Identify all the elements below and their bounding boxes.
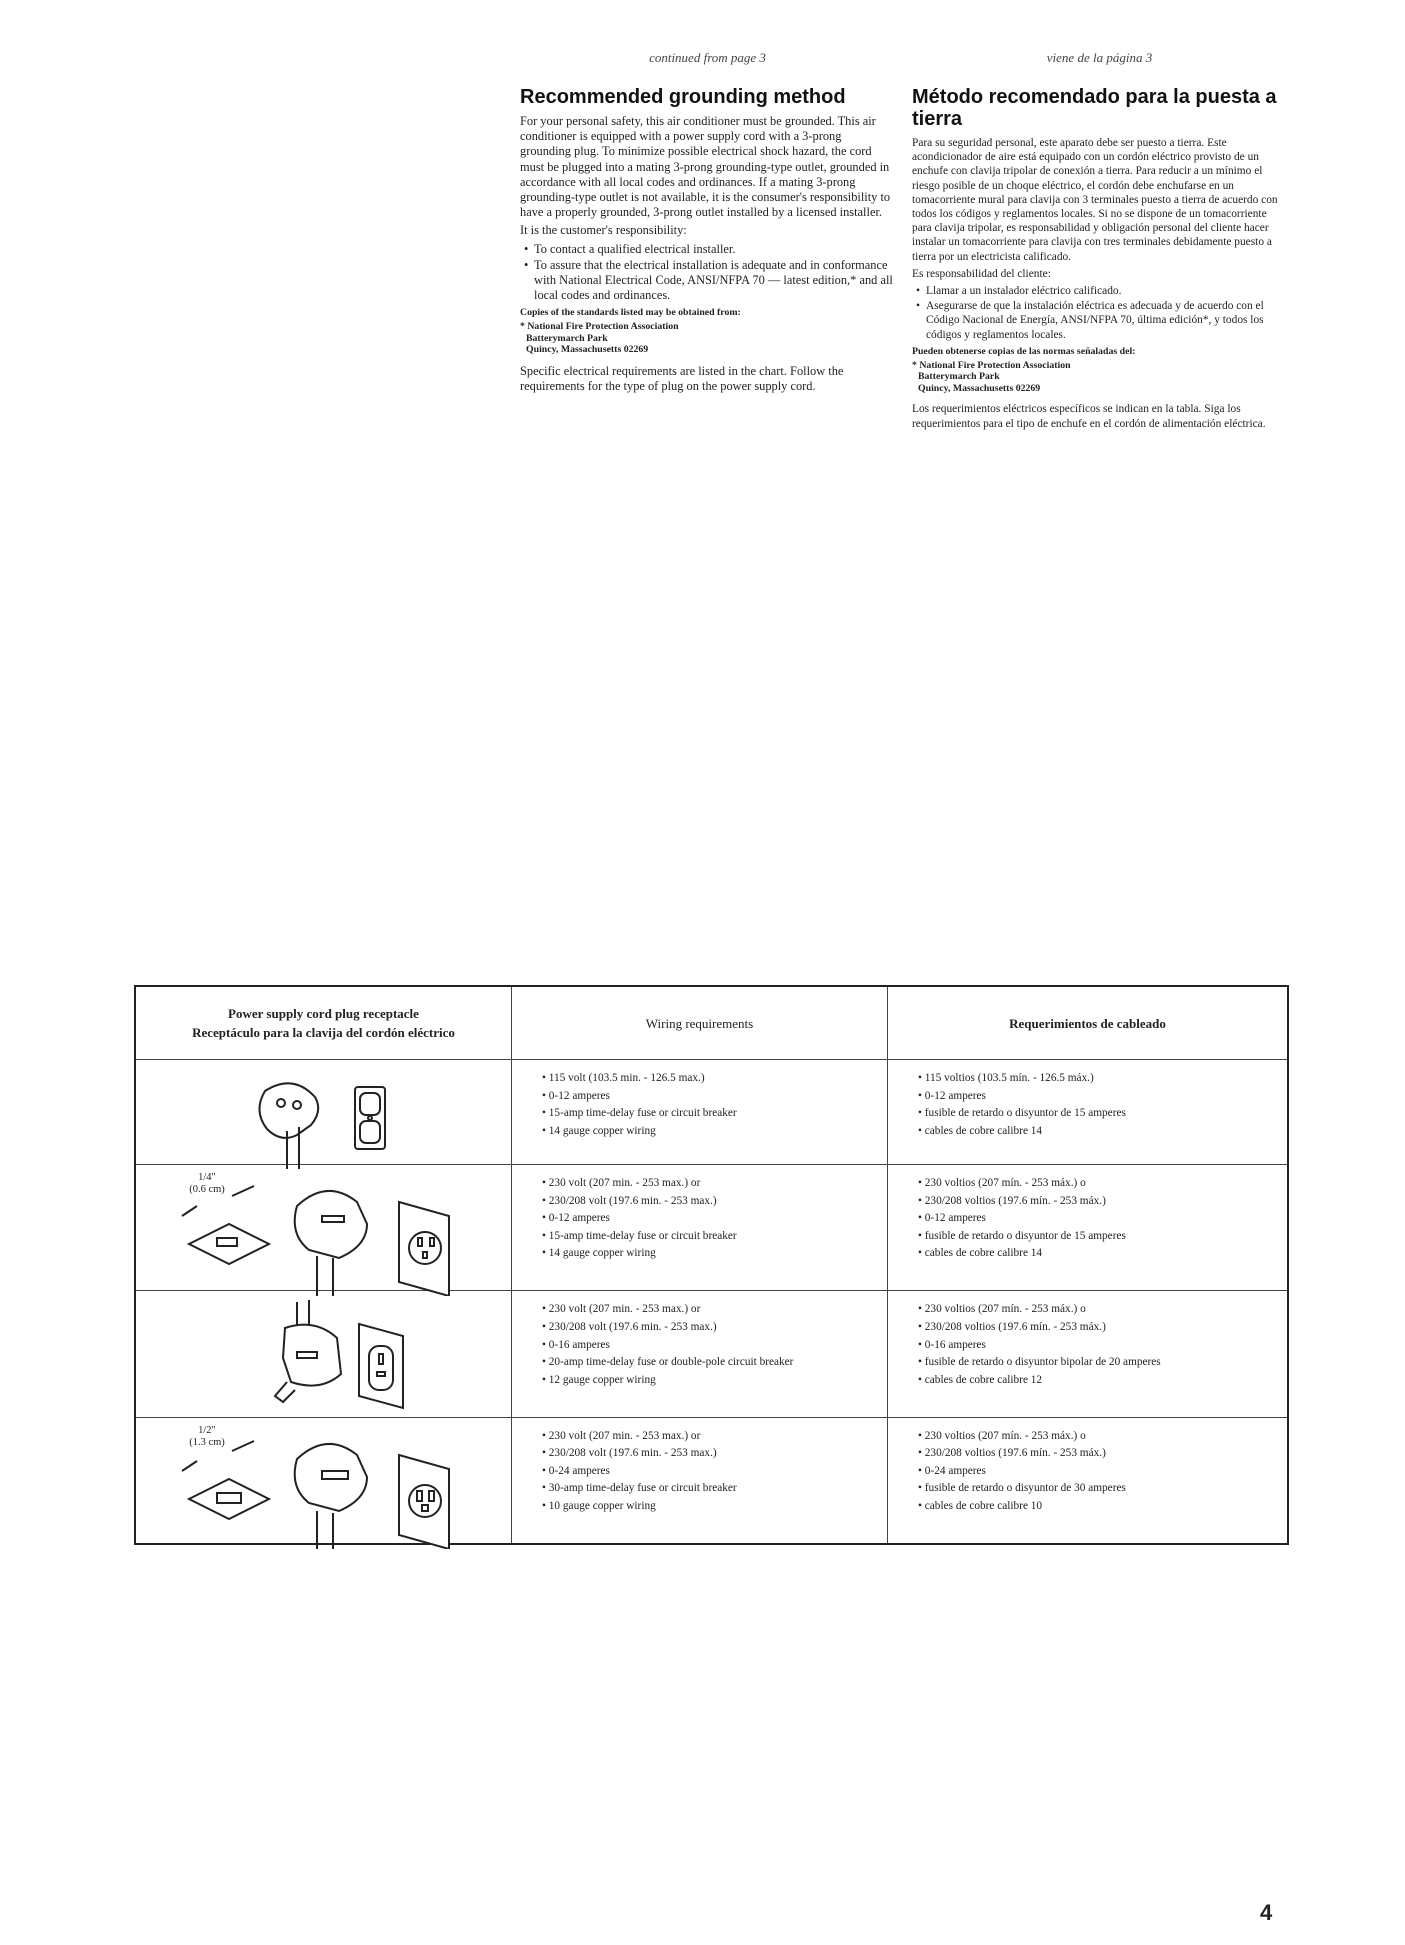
- continued-note: viene de la página 3: [1046, 50, 1153, 65]
- list-item: • Asegurarse de que la instalación eléctrica es adecuada y de acuerdo con el Código Nacional de Energía, ANSI/NFPA 70, última edición*, y todos los códigos y reglamentos locales.: [912, 299, 1287, 342]
- plug-230v-15a-icon: [137, 1166, 512, 1296]
- receptacle-figure-cell: [135, 1165, 512, 1291]
- table-row: [135, 1291, 1288, 1417]
- spanish-column: [912, 50, 1287, 434]
- table-row: [135, 1417, 1288, 1544]
- wiring-cell-en: [512, 1060, 888, 1165]
- address-block: [520, 321, 895, 356]
- dimension-label: 1/4" (0.6 cm): [189, 1172, 225, 1196]
- wiring-cell-es: [888, 1060, 1289, 1165]
- requirement-item: • 15-amp time-delay fuse or circuit breaker: [542, 1228, 887, 1246]
- address-line: * National Fire Protection Association: [520, 321, 679, 333]
- requirement-item: • 0-12 amperes: [918, 1088, 1287, 1106]
- header-receptacle-en: Power supply cord plug receptacle: [228, 1006, 419, 1021]
- requirement-item: • fusible de retardo o disyuntor bipolar de 20 amperes: [918, 1354, 1287, 1372]
- page-number: 4: [1260, 1900, 1273, 1925]
- requirement-item: • cables de cobre calibre 12: [918, 1372, 1287, 1390]
- wiring-cell-es: [888, 1291, 1289, 1417]
- receptacle-figure: [137, 1166, 510, 1289]
- wiring-requirements-table: [134, 985, 1289, 1545]
- address-line: * National Fire Protection Association: [912, 359, 1071, 371]
- requirement-item: • 0-16 amperes: [918, 1337, 1287, 1355]
- list-item: • To contact a qualified electrical installer.: [520, 242, 895, 257]
- requirement-item: • 12 gauge copper wiring: [542, 1372, 887, 1390]
- list-item: • Llamar a un instalador eléctrico calificado.: [912, 284, 1287, 298]
- requirement-item: • 10 gauge copper wiring: [542, 1498, 887, 1516]
- requirement-item: • fusible de retardo o disyuntor de 15 amperes: [918, 1105, 1287, 1123]
- table-row: [135, 1165, 1288, 1291]
- plug-115v-icon: [137, 1061, 512, 1181]
- header-wiring-en: Wiring requirements: [512, 986, 888, 1060]
- chart-note: Specific electrical requirements are listed in the chart. Follow the requirements for the type of plug on the power supply cord.: [520, 363, 844, 394]
- responsibility-label: Es responsabilidad del cliente:: [912, 267, 1051, 280]
- receptacle-figure: [137, 1419, 510, 1542]
- wiring-cell-en: [512, 1291, 888, 1417]
- requirement-item: • 0-24 amperes: [918, 1463, 1287, 1481]
- requirement-item: • 115 volt (103.5 min. - 126.5 max.): [542, 1070, 887, 1088]
- requirement-item: • 230/208 volt (197.6 min. - 253 max.): [542, 1319, 887, 1337]
- address-block: [912, 359, 1287, 395]
- plug-230v-20a-icon: [137, 1292, 512, 1417]
- requirement-item: • cables de cobre calibre 14: [918, 1245, 1287, 1263]
- requirement-item: • 0-16 amperes: [542, 1337, 887, 1355]
- requirement-item: • fusible de retardo o disyuntor de 15 amperes: [918, 1228, 1287, 1246]
- requirement-item: • 230/208 volt (197.6 min. - 253 max.): [542, 1193, 887, 1211]
- requirement-item: • 20-amp time-delay fuse or double-pole circuit breaker: [542, 1354, 887, 1372]
- receptacle-figure: [137, 1292, 510, 1415]
- requirement-item: • 15-amp time-delay fuse or circuit breaker: [542, 1105, 887, 1123]
- requirement-item: • 230 volt (207 min. - 253 max.) or: [542, 1301, 887, 1319]
- table-header-row: [135, 986, 1288, 1060]
- requirement-item: • 230/208 voltios (197.6 mín. - 253 máx.): [918, 1445, 1287, 1463]
- chart-note: Los requerimientos eléctricos específicos se indican en la tabla. Siga los requerimientos para el tipo de enchufe en el cordón de alimentación eléctrica.: [912, 403, 1266, 430]
- address-line: Batterymarch Park: [526, 332, 608, 344]
- requirement-item: • 30-amp time-delay fuse or circuit breaker: [542, 1480, 887, 1498]
- requirement-item: • 230/208 voltios (197.6 mín. - 253 máx.): [918, 1193, 1287, 1211]
- requirement-item: • 230 voltios (207 mín. - 253 máx.) o: [918, 1428, 1287, 1446]
- wiring-cell-en: [512, 1417, 888, 1544]
- wiring-cell-es: [888, 1417, 1289, 1544]
- continued-note: continued from page 3: [649, 50, 766, 65]
- requirement-item: • cables de cobre calibre 14: [918, 1123, 1287, 1141]
- requirement-item: • 115 voltios (103.5 mín. - 126.5 máx.): [918, 1070, 1287, 1088]
- plug-230v-30a-icon: [137, 1419, 512, 1549]
- responsibility-list: [520, 242, 895, 304]
- requirement-item: • 230 voltios (207 mín. - 253 máx.) o: [918, 1301, 1287, 1319]
- address-line: Quincy, Massachusetts 02269: [918, 382, 1041, 394]
- responsibility-label: It is the customer's responsibility:: [520, 223, 687, 238]
- requirement-item: • 0-12 amperes: [542, 1088, 887, 1106]
- requirement-item: • 230 voltios (207 mín. - 253 máx.) o: [918, 1175, 1287, 1193]
- intro-paragraph: For your personal safety, this air conditioner must be grounded. This air conditioner is equipped with a power supply cord with a 3-prong grounding plug. To minimize possible electrical shock hazard, the cord must be plugged into a mating 3-prong grounding-type outlet, grounded in accordance with all local codes and ordinances. If a mating 3-prong grounding-type outlet is not available, it is the consumer's responsibility to have a properly grounded, 3-prong outlet installed by a licensed installer.: [520, 114, 891, 220]
- requirement-item: • cables de cobre calibre 10: [918, 1498, 1287, 1516]
- requirement-item: • fusible de retardo o disyuntor de 30 amperes: [918, 1480, 1287, 1498]
- table-row: [135, 1060, 1288, 1165]
- section-heading: Método recomendado para la puesta a tierra: [912, 86, 1277, 130]
- copies-note: Pueden obtenerse copias de las normas señaladas del:: [912, 345, 1136, 357]
- requirement-item: • 230 volt (207 min. - 253 max.) or: [542, 1175, 887, 1193]
- intro-paragraph: Para su seguridad personal, este aparato debe ser puesto a tierra. Este acondicionador de aire está equipado con un cordón eléctrico provisto de un enchufe con clavija tripolar de conexión a tierra. Para reducir a un mínimo el riesgo posible de un choque eléctrico, el cordón debe enchufarse en un tomacorriente mural para clavija con 3 terminales puesto a tierra de acuerdo con todos los códigos y reglamentos locales. Si no se dispone de un tomacorriente para clavija tripolar, es responsabilidad y obligación personal del cliente hacer instalar un tomacorriente para clavija con tres terminales debidamente puesto a tierra por un electricista calificado.: [912, 137, 1278, 263]
- english-column: [520, 50, 895, 397]
- receptacle-figure: [137, 1061, 510, 1163]
- header-wiring-es: Requerimientos de cableado: [888, 986, 1289, 1060]
- section-heading: Recommended grounding method: [520, 86, 846, 108]
- dimension-label: 1/2" (1.3 cm): [189, 1424, 225, 1448]
- wiring-cell-es: [888, 1165, 1289, 1291]
- header-receptacle-es: Receptáculo para la clavija del cordón eléctrico: [192, 1025, 455, 1040]
- requirement-item: • 0-24 amperes: [542, 1463, 887, 1481]
- header-receptacle: [135, 986, 512, 1060]
- receptacle-figure-cell: [135, 1060, 512, 1165]
- list-item: • To assure that the electrical installation is adequate and in conformance with National Electrical Code, ANSI/NFPA 70 — latest edition,* and all local codes and ordinances.: [520, 258, 895, 304]
- requirement-item: • 230/208 voltios (197.6 mín. - 253 máx.): [918, 1319, 1287, 1337]
- receptacle-figure-cell: [135, 1417, 512, 1544]
- address-line: Batterymarch Park: [918, 371, 1000, 383]
- address-line: Quincy, Massachusetts 02269: [526, 344, 649, 356]
- receptacle-figure-cell: [135, 1291, 512, 1417]
- requirement-item: • 0-12 amperes: [918, 1210, 1287, 1228]
- requirement-item: • 14 gauge copper wiring: [542, 1123, 887, 1141]
- requirement-item: • 14 gauge copper wiring: [542, 1245, 887, 1263]
- wiring-cell-en: [512, 1165, 888, 1291]
- requirement-item: • 230/208 volt (197.6 min. - 253 max.): [542, 1445, 887, 1463]
- requirement-item: • 230 volt (207 min. - 253 max.) or: [542, 1428, 887, 1446]
- copies-note: Copies of the standards listed may be obtained from:: [520, 307, 741, 319]
- responsibility-list: [912, 284, 1287, 342]
- requirement-item: • 0-12 amperes: [542, 1210, 887, 1228]
